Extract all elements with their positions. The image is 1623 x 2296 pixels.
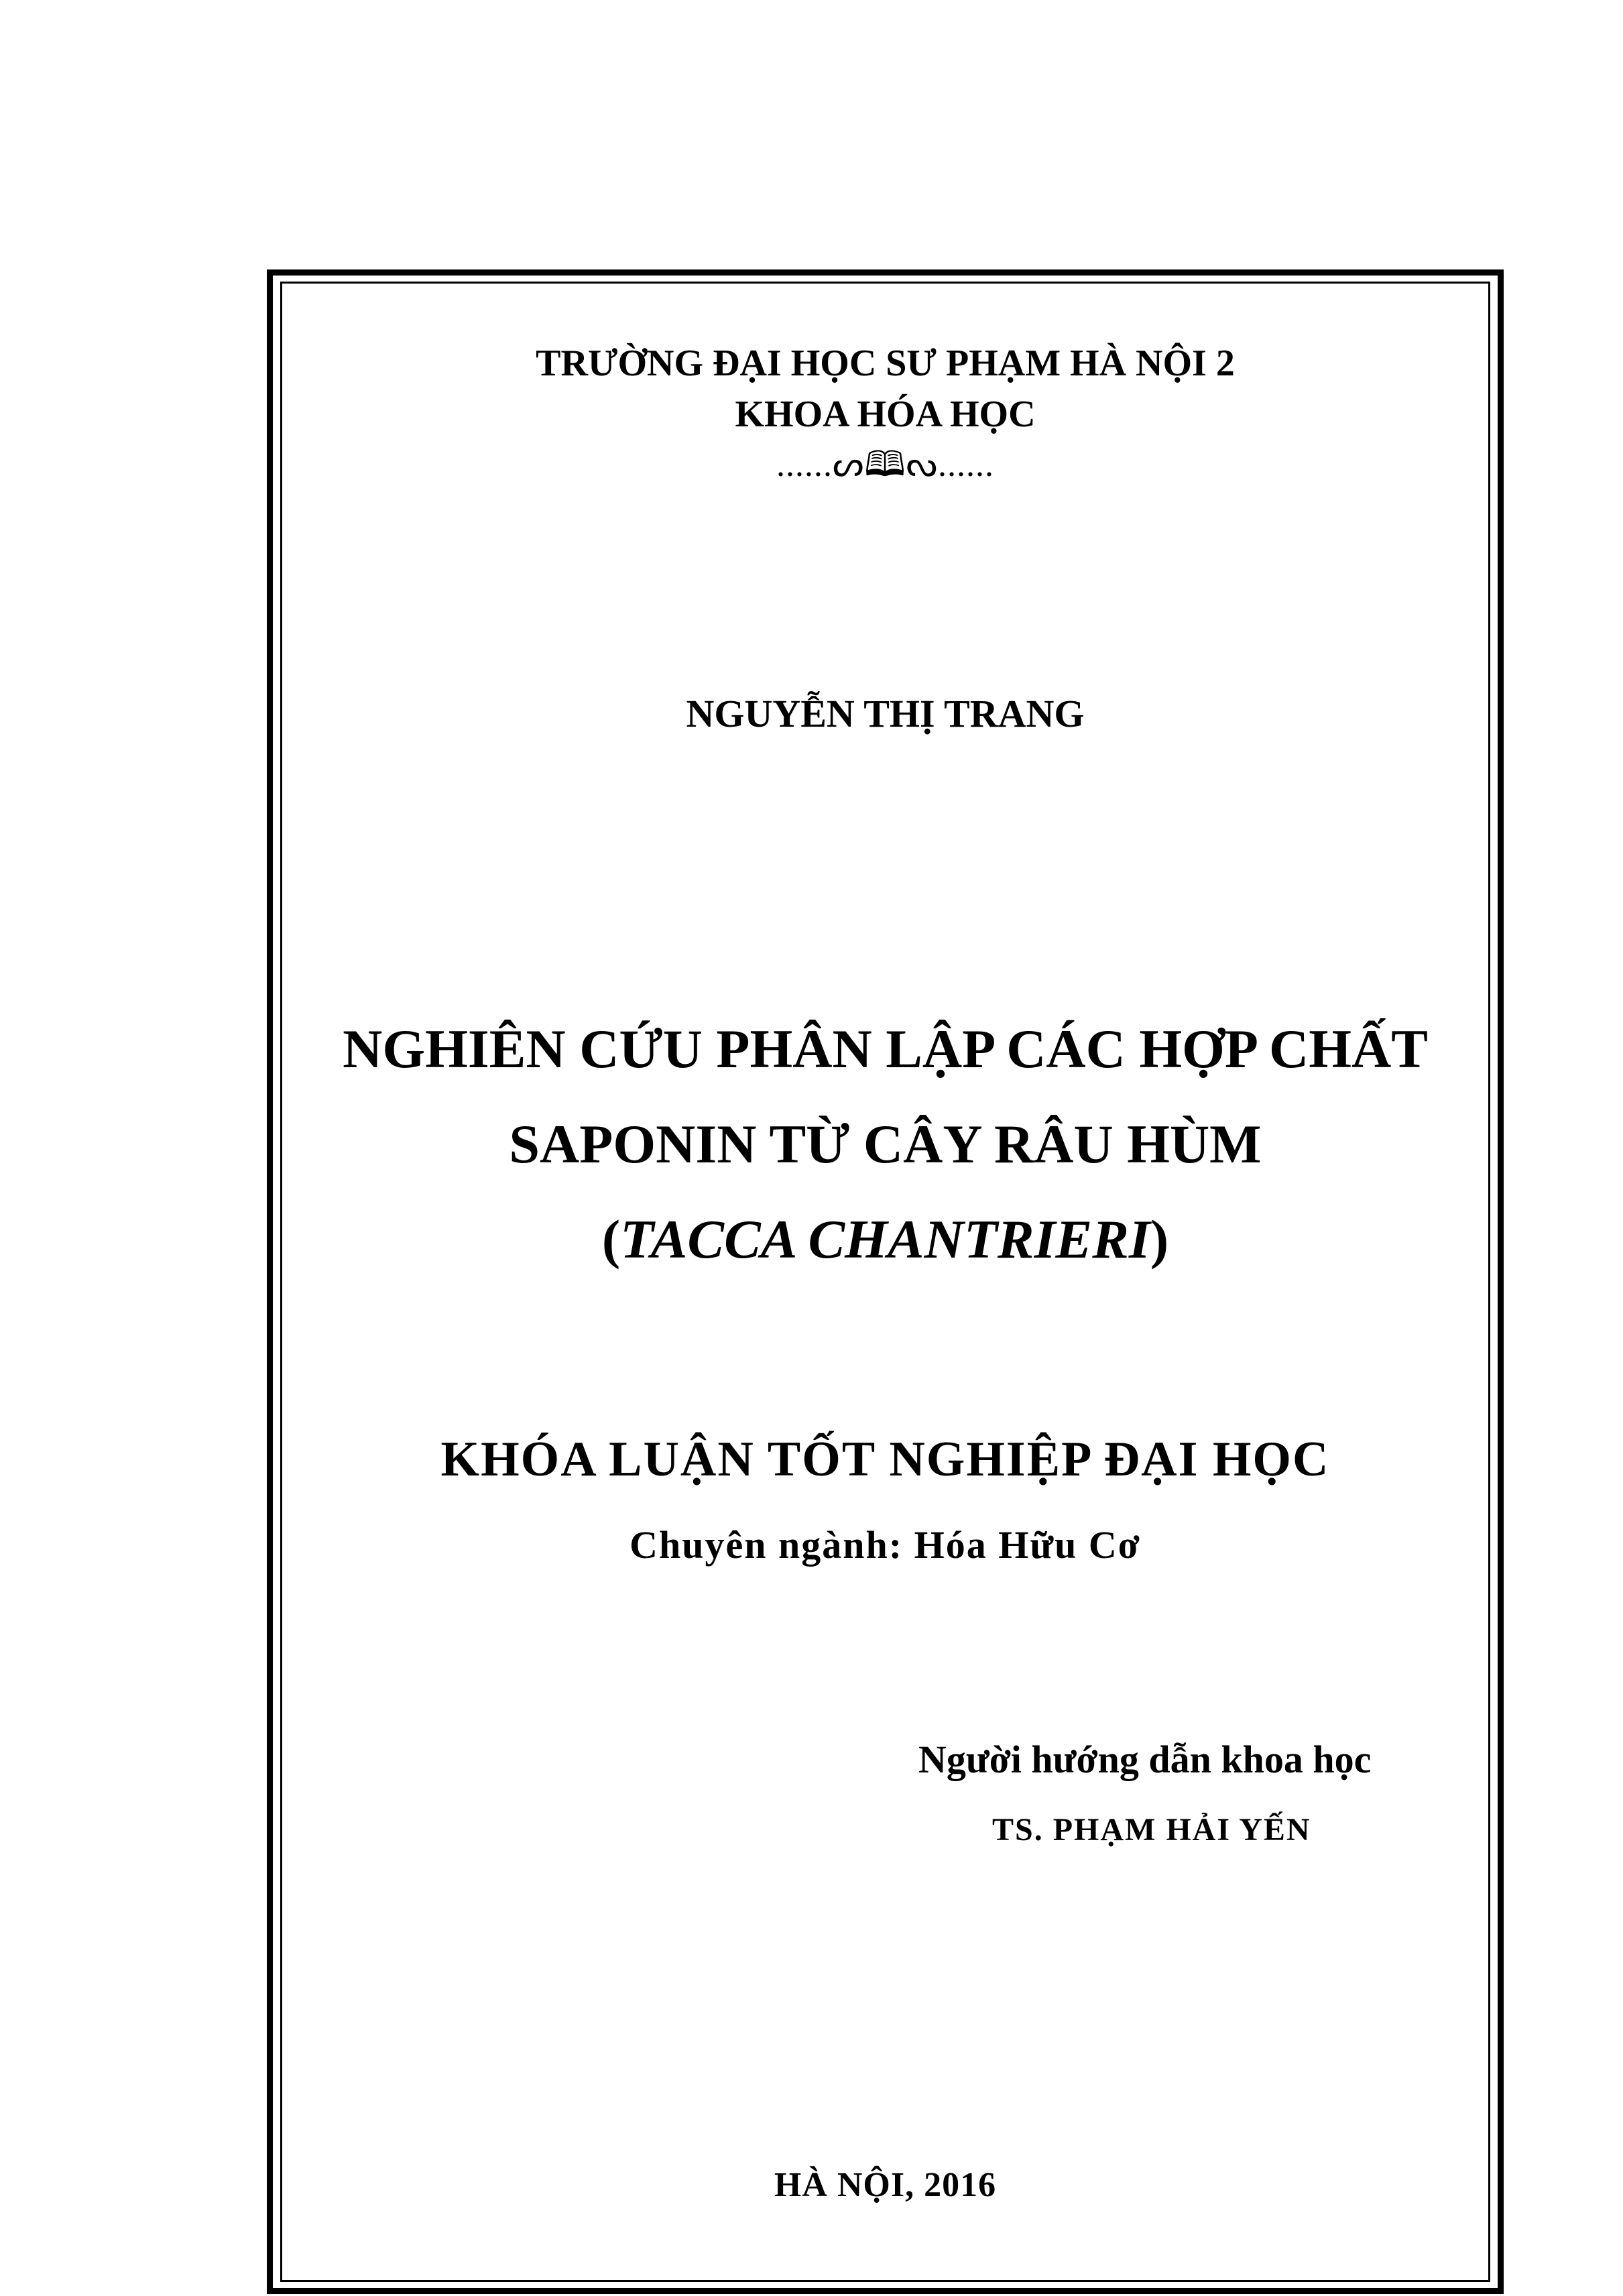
thesis-title-line-2: SAPONIN TỪ CÂY RÂU HÙM [509, 1113, 1262, 1174]
ornament-divider: ......ᔕ🕮ᔓ...... [776, 446, 995, 484]
university-name: TRƯỜNG ĐẠI HỌC SƯ PHẠM HÀ NỘI 2 [536, 343, 1235, 384]
page-border-inner [280, 282, 1490, 2282]
scientific-name: TACCA CHANTRIERI [620, 1209, 1150, 1270]
faculty-name: KHOA HÓA HỌC [735, 394, 1036, 435]
title-paren-close: ) [1150, 1209, 1169, 1270]
thesis-title-line-3 [280, 1209, 1490, 1270]
place-and-year: HÀ NỘI, 2016 [774, 2166, 997, 2204]
title-paren-open: ( [601, 1209, 621, 1270]
advisor-label: Người hướng dẫn khoa học [918, 1738, 1372, 1781]
author-name: NGUYỄN THỊ TRANG [686, 692, 1085, 735]
advisor-name: TS. PHẠM HẢI YẾN [992, 1812, 1311, 1848]
thesis-type: KHÓA LUẬN TỐT NGHIỆP ĐẠI HỌC [440, 1432, 1330, 1487]
major: Chuyên ngành: Hóa Hữu Cơ [629, 1523, 1141, 1567]
thesis-title-line-1: NGHIÊN CỨU PHÂN LẬP CÁC HỢP CHẤT [343, 1018, 1428, 1079]
